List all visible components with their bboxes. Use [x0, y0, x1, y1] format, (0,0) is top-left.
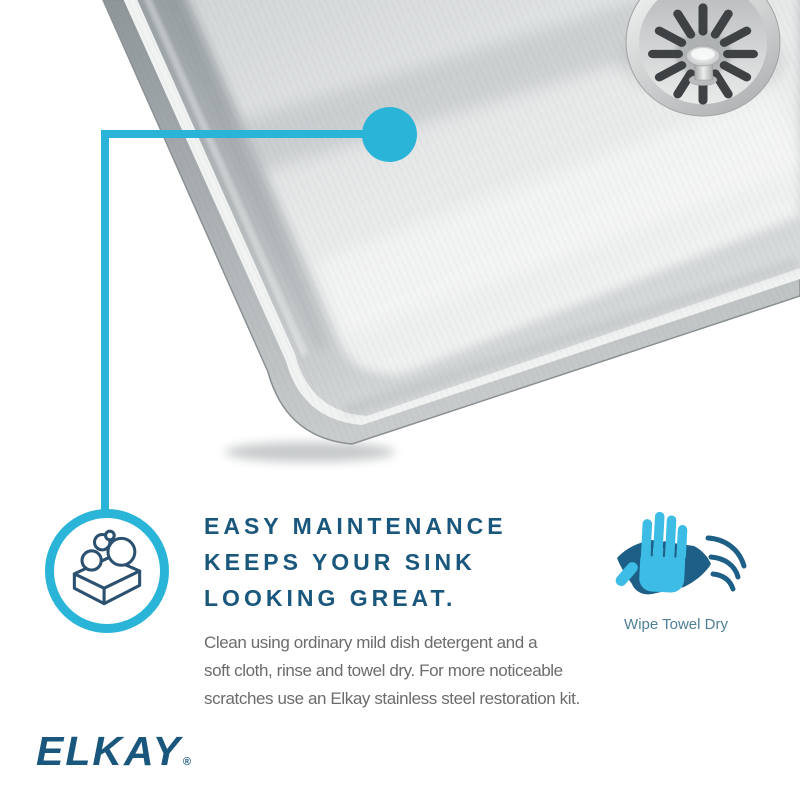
hand-wiping-towel-icon [592, 504, 764, 614]
wipe-towel-dry-icon [592, 504, 764, 614]
heading-line-3: LOOKING GREAT. [204, 585, 457, 611]
maintenance-body [204, 629, 580, 713]
elkay-logo [36, 728, 193, 775]
body-line-3: scratches use an Elkay stainless steel restoration kit. [204, 689, 580, 708]
body-line-1: Clean using ordinary mild dish detergent and a [204, 633, 538, 652]
drain-knob-highlight [691, 48, 715, 60]
heading-line-1: EASY MAINTENANCE [204, 513, 507, 539]
soap-icon-badge [45, 509, 169, 633]
callout-line-vertical [101, 130, 109, 510]
soap-bubble-small [82, 551, 101, 570]
elkay-logo-text: ELKAY [36, 728, 182, 774]
heading-line-2: KEEPS YOUR SINK [204, 549, 476, 575]
wipe-towel-dry-label: Wipe Towel Dry [624, 616, 728, 633]
callout-dot [362, 107, 417, 162]
body-line-2: soft cloth, rinse and towel dry. For more noticeable [204, 661, 563, 680]
maintenance-heading [204, 508, 507, 616]
soap-bubble-tiny [106, 531, 115, 540]
callout-line-horizontal [101, 130, 367, 138]
registered-trademark-symbol: ® [182, 756, 194, 768]
soap-bubble-large [108, 538, 135, 565]
sink-corner-shadow [225, 442, 395, 462]
motion-lines-icon [708, 538, 744, 589]
soap-bar-icon [59, 523, 155, 619]
